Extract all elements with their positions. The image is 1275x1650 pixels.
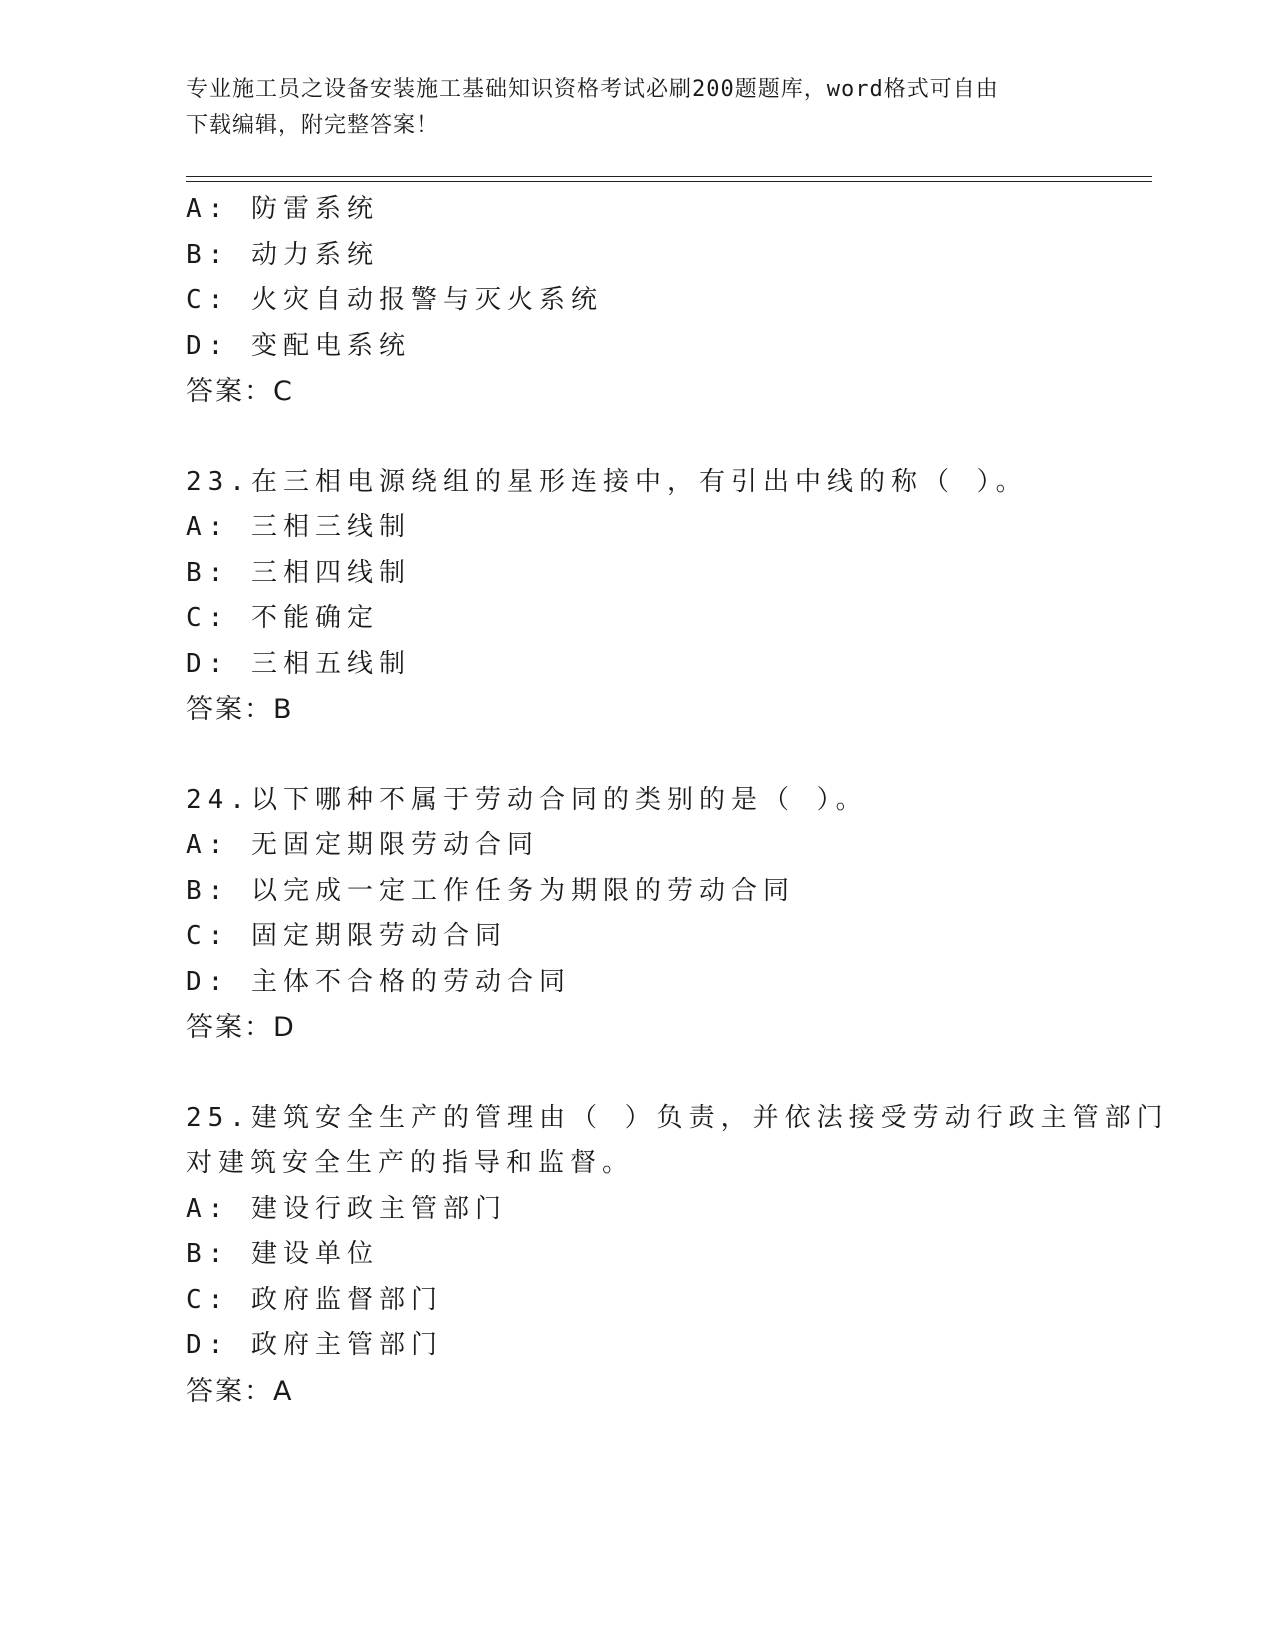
spacer	[186, 415, 1152, 460]
question-stem-line-2: 对建筑安全生产的指导和监督。	[186, 1148, 635, 1178]
option-b: B: 建设单位	[186, 1239, 379, 1269]
document-header	[186, 72, 1066, 144]
header-line-2: 下载编辑，附完整答案！	[186, 113, 440, 138]
option-c: C: 固定期限劳动合同	[186, 921, 507, 951]
answer-line: 答案：D	[186, 1012, 296, 1043]
option-a: A: 三相三线制	[186, 512, 411, 542]
question-25	[186, 1096, 1169, 1415]
option-a: A: 建设行政主管部门	[186, 1193, 507, 1224]
option-b: B: 以完成一定工作任务为期限的劳动合同	[186, 875, 795, 906]
option-b: B: 动力系统	[186, 239, 379, 270]
option-d: D: 变配电系统	[186, 330, 411, 361]
question-list	[186, 187, 1169, 1414]
answer-line: 答案：A	[186, 1375, 294, 1407]
option-c: C: 不能确定	[186, 603, 379, 633]
header-line-1: 专业施工员之设备安装施工基础知识资格考试必刷200题题库，word格式可自由	[186, 77, 999, 102]
question-23	[186, 460, 1152, 733]
answer-line: 答案：C	[186, 376, 294, 407]
option-c: C: 火灾自动报警与灭火系统	[186, 285, 603, 315]
spacer	[186, 1051, 1152, 1096]
option-d: D: 政府主管部门	[186, 1330, 443, 1360]
question-stem: 23.在三相电源绕组的星形连接中，有引出中线的称（ ）。	[186, 466, 1028, 497]
option-b: B: 三相四线制	[186, 557, 411, 588]
question-stem-line-1: 25.建筑安全生产的管理由（ ）负责，并依法接受劳动行政主管部门	[186, 1102, 1169, 1133]
question-stem: 24.以下哪种不属于劳动合同的类别的是（ ）。	[186, 784, 868, 815]
option-d: D: 三相五线制	[186, 648, 411, 679]
option-a: A: 无固定期限劳动合同	[186, 830, 539, 860]
option-d: D: 主体不合格的劳动合同	[186, 966, 571, 997]
question-22	[186, 187, 1152, 415]
answer-line: 答案：B	[186, 694, 294, 725]
option-a: A: 防雷系统	[186, 194, 379, 224]
header-rule-top	[186, 176, 1152, 177]
question-24	[186, 778, 1152, 1051]
option-c: C: 政府监督部门	[186, 1284, 443, 1315]
header-rule-bottom	[186, 181, 1152, 182]
spacer	[186, 733, 1152, 778]
